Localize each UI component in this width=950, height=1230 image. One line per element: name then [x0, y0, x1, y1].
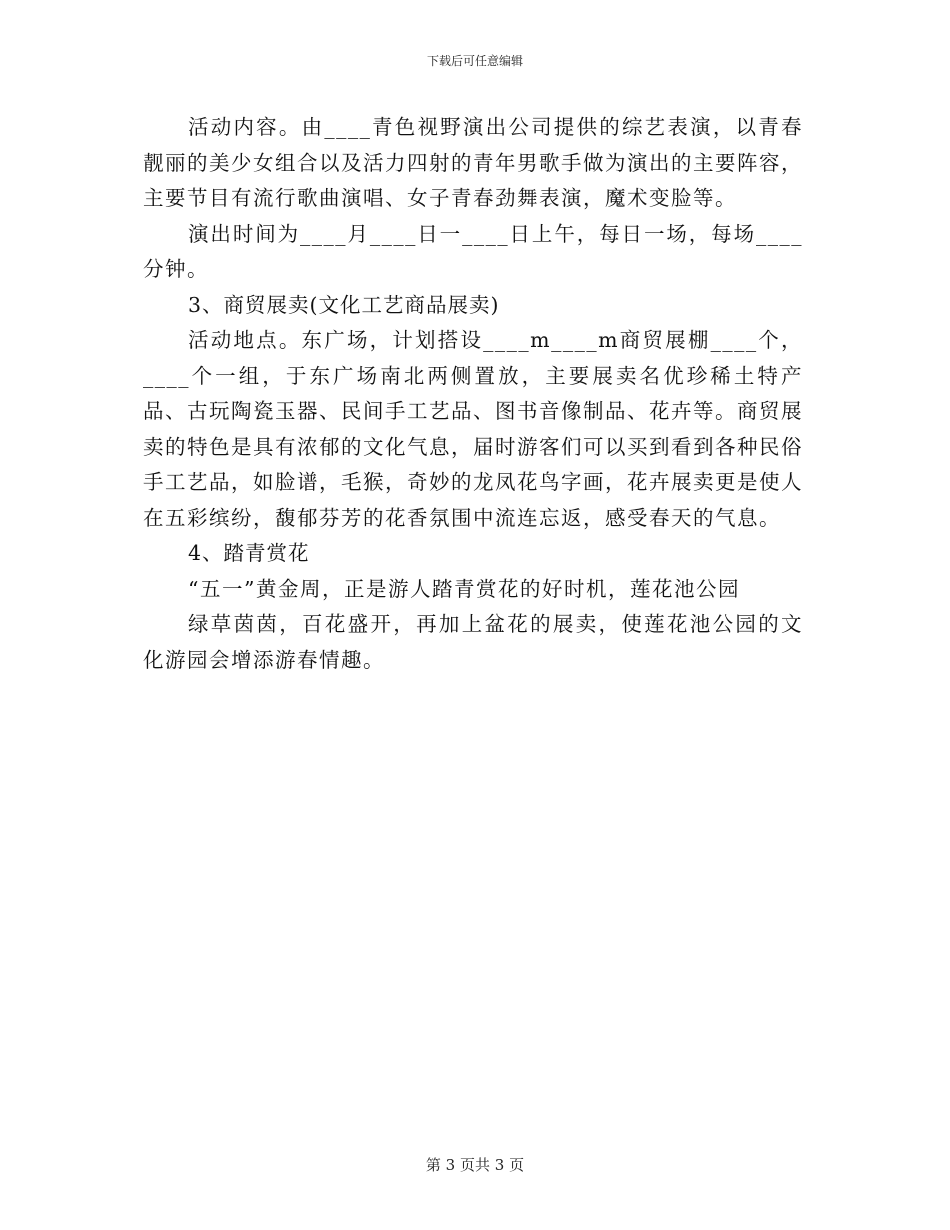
document-body	[143, 110, 803, 678]
section-heading-trade-fair: 3、商贸展卖(文化工艺商品展卖)	[188, 292, 500, 317]
page-header: 下载后可任意编辑	[426, 54, 523, 68]
paragraph-golden-week: “五一”黄金周，正是游人踏青赏花的好时机，莲花池公园	[188, 576, 740, 601]
paragraph-trade-fair-location: 活动地点。东广场，计划搭设____m____m商贸展棚____个，____个一组，于东广场南北两侧置放，主要展卖名优珍稀土特产品、古玩陶瓷玉器、民间手工艺品、图书音像制品、花卉等。商贸展卖的特色是具有浓郁的文化气息，届时游客们可以买到看到各种民俗手工艺品，如脸谱，毛猴，奇妙的龙凤花鸟字画，花卉展卖更是使人在五彩缤纷，馥郁芬芳的花香氛围中流连忘返，感受春天的气息。	[143, 328, 803, 530]
paragraph-performance-content: 活动内容。由____青色视野演出公司提供的综艺表演，以青春靓丽的美少女组合以及活力四射的青年男歌手做为演出的主要阵容，主要节目有流行歌曲演唱、女子青春劲舞表演，魔术变脸等。	[143, 115, 803, 210]
paragraph-performance-time: 演出时间为____月____日一____日上午，每日一场，每场____分钟。	[143, 221, 803, 281]
paragraph-flowers: 绿草茵茵，百花盛开，再加上盆花的展卖，使莲花池公园的文化游园会增添游春情趣。	[143, 612, 803, 672]
page-number: 第 3 页共 3 页	[425, 1156, 525, 1174]
section-heading-spring-outing: 4、踏青赏花	[188, 541, 310, 565]
